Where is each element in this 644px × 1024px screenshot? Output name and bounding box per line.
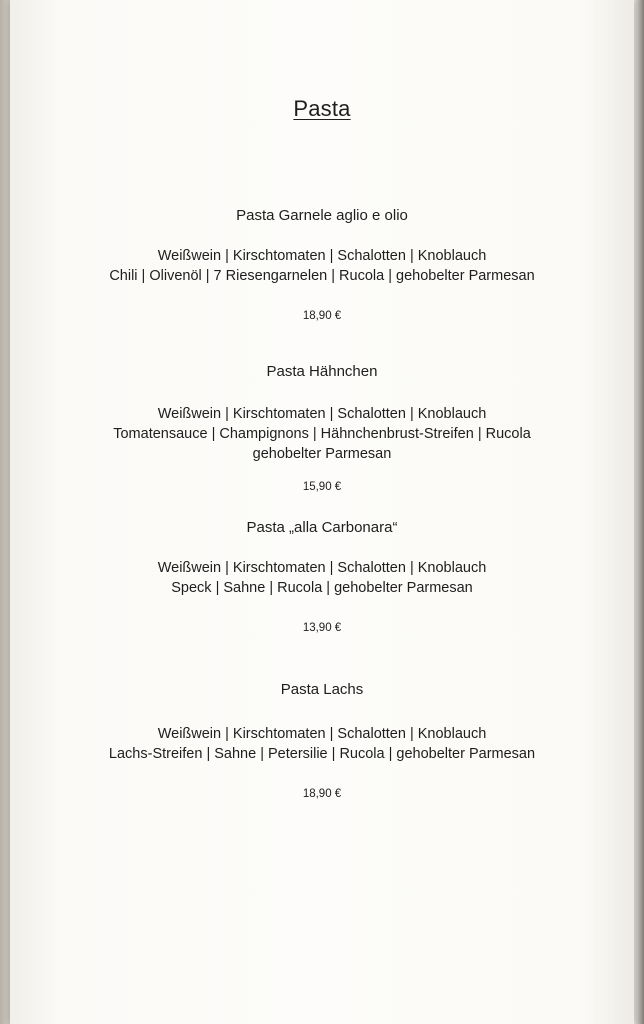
dish-garnele [10, 206, 634, 323]
dish-name: Pasta Garnele aglio e olio [236, 207, 408, 224]
dish-price: 18,90 € [302, 788, 342, 800]
dish-name: Pasta Hähnchen [266, 363, 378, 380]
ingredients-line: Weißwein | Kirschtomaten | Schalotten | Knoblauch [157, 248, 487, 264]
page-title: Pasta [293, 96, 351, 121]
dish-lachs [10, 680, 634, 801]
ingredients-line: Speck | Sahne | Rucola | gehobelter Parmesan [171, 580, 473, 596]
dish-ingredients [10, 404, 634, 464]
dish-ingredients [10, 724, 634, 764]
menu-page [10, 0, 634, 1024]
background-right-edge [634, 0, 644, 1024]
ingredients-line: Weißwein | Kirschtomaten | Schalotten | Knoblauch [157, 726, 487, 742]
ingredients-line: Tomatensauce | Champignons | Hähnchenbrust-Streifen | Rucola [113, 426, 531, 442]
dish-name: Pasta Lachs [280, 681, 364, 698]
dish-price: 18,90 € [302, 310, 342, 322]
dish-carbonara [10, 518, 634, 635]
dish-ingredients [10, 558, 634, 598]
dish-price: 13,90 € [302, 622, 342, 634]
ingredients-line: Weißwein | Kirschtomaten | Schalotten | Knoblauch [157, 560, 487, 576]
ingredients-line: Chili | Olivenöl | 7 Riesengarnelen | Rucola | gehobelter Parmesan [109, 268, 535, 284]
ingredients-line: gehobelter Parmesan [252, 446, 392, 462]
ingredients-line: Weißwein | Kirschtomaten | Schalotten | Knoblauch [157, 406, 487, 422]
dish-price: 15,90 € [302, 481, 342, 493]
dish-ingredients [10, 246, 634, 286]
dish-name: Pasta „alla Carbonara“ [246, 519, 398, 536]
ingredients-line: Lachs-Streifen | Sahne | Petersilie | Rucola | gehobelter Parmesan [108, 746, 536, 762]
dish-haehnchen [10, 362, 634, 494]
